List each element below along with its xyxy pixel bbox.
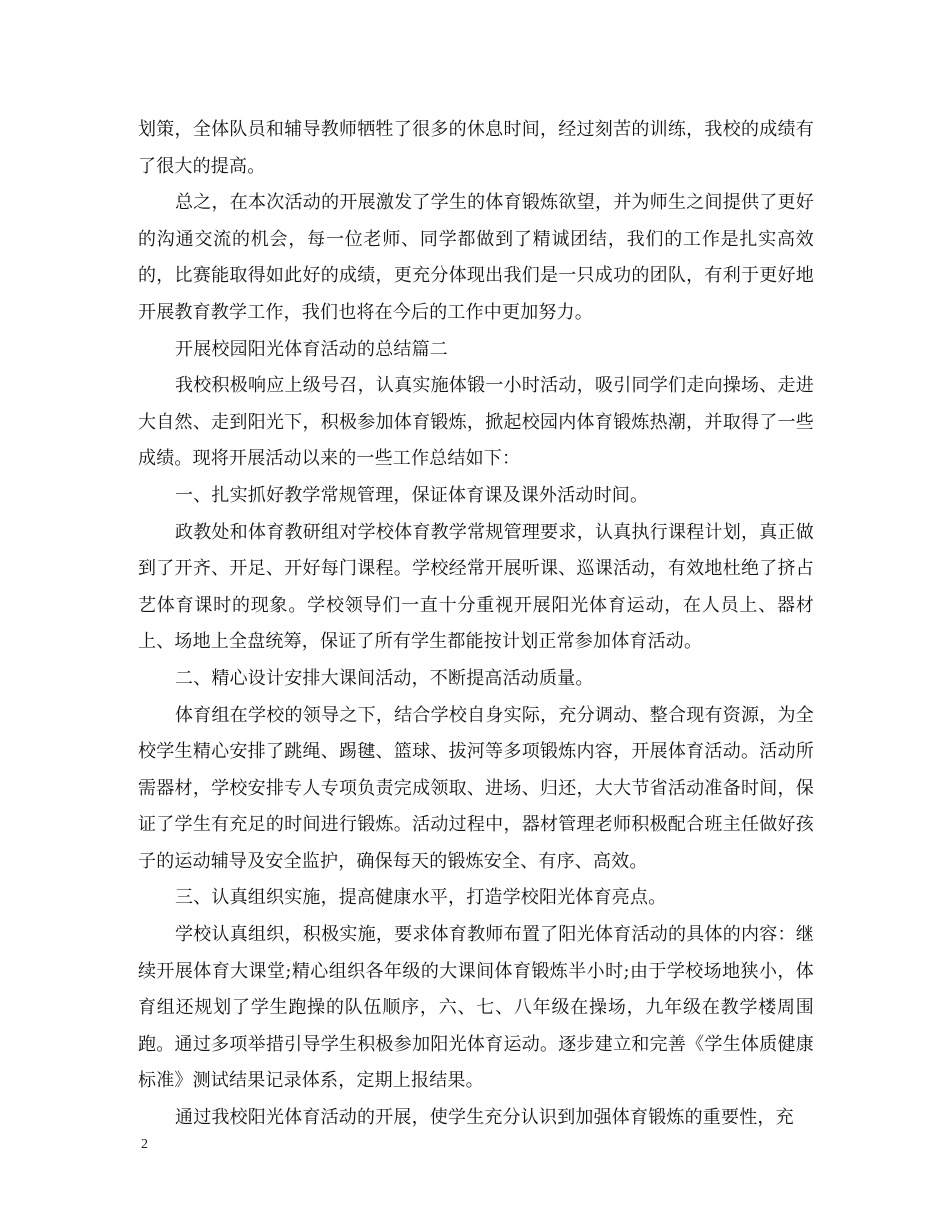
section-heading: 开展校园阳光体育活动的总结篇二 (175, 338, 448, 360)
paragraph: 体育组在学校的领导之下，结合学校自身实际，充分调动、整合现有资源，为全校学生精心安排了跳绳、踢毽、篮球、拔河等多项锻炼内容，开展体育活动。活动所需器材，学校安排专人专项负责完成领取、进场、归还，大大节省活动准备时间，保证了学生有充足的时间进行锻炼。活动过程中，器材管理老师积极配合班主任做好孩子的运动辅导及安全监护，确保每天的锻炼安全、有序、高效。 (138, 704, 814, 872)
section-heading: 二、精心设计安排大课间活动，不断提高活动质量。 (175, 667, 594, 689)
document-body (138, 112, 814, 1137)
section-heading: 一、扎实抓好教学常规管理，保证体育课及课外活动时间。 (175, 484, 649, 506)
paragraph: 总之，在本次活动的开展激发了学生的体育锻炼欲望，并为师生之间提供了更好的沟通交流的机会，每一位老师、同学都做到了精诚团结，我们的工作是扎实高效的，比赛能取得如此好的成绩，更充分体现出我们是一只成功的团队，有利于更好地开展教育教学工作，我们也将在今后的工作中更加努力。 (138, 192, 814, 323)
paragraph: 学校认真组织，积极实施，要求体育教师布置了阳光体育活动的具体的内容：继续开展体育大课堂;精心组织各年级的大课间体育锻炼半小时;由于学校场地狭小，体育组还规划了学生跑操的队伍顺序，六、七、八年级在操场，九年级在教学楼周围跑。通过多项举措引导学生积极参加阳光体育运动。逐步建立和完善《学生体质健康标准》测试结果记录体系，定期上报结果。 (138, 924, 814, 1092)
section-heading: 三、认真组织实施，提高健康水平，打造学校阳光体育亮点。 (175, 887, 667, 909)
paragraph: 我校积极响应上级号召，认真实施体锻一小时活动，吸引同学们走向操场、走进大自然、走到阳光下，积极参加体育锻炼，掀起校园内体育锻炼热潮，并取得了一些成绩。现将开展活动以来的一些工作总结如下： (138, 375, 814, 470)
page-number: 2 (141, 1137, 148, 1152)
paragraph: 划策，全体队员和辅导教师牺牲了很多的休息时间，经过刻苦的训练，我校的成绩有了很大的提高。 (138, 119, 814, 177)
paragraph: 通过我校阳光体育活动的开展，使学生充分认识到加强体育锻炼的重要性，充 (175, 1107, 794, 1129)
paragraph: 政教处和体育教研组对学校体育教学常规管理要求，认真执行课程计划，真正做到了开齐、开足、开好每门课程。学校经常开展听课、巡课活动，有效地杜绝了挤占艺体育课时的现象。学校领导们一直十分重视开展阳光体育运动，在人员上、器材上、场地上全盘统筹，保证了所有学生都能按计划正常参加体育活动。 (138, 521, 814, 653)
